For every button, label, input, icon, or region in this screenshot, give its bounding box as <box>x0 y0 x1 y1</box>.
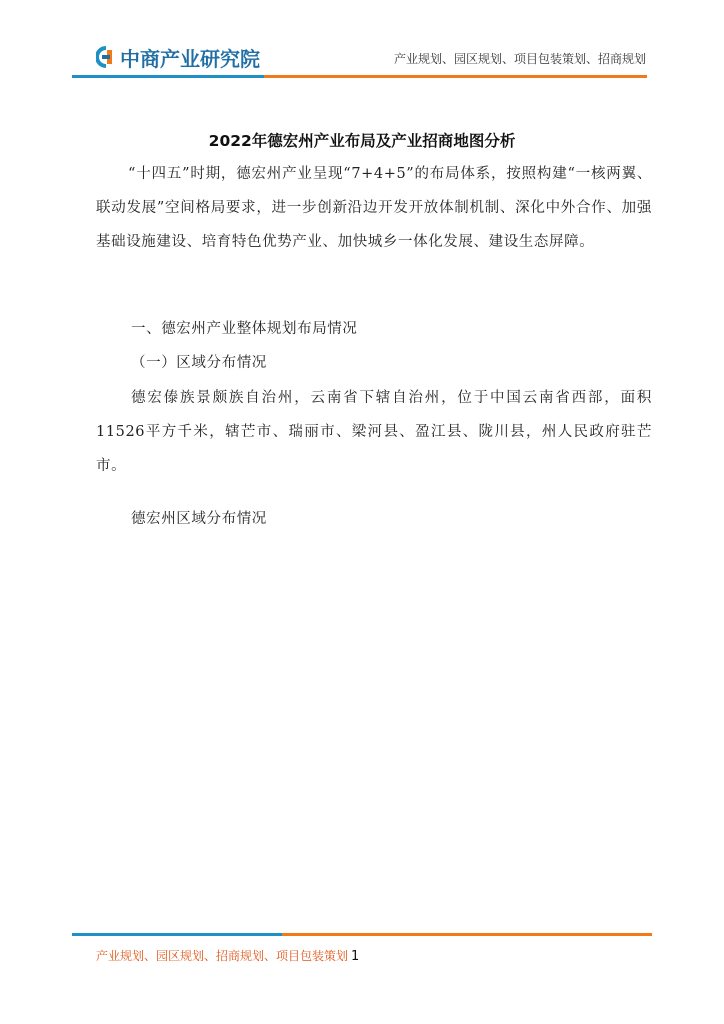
footer-divider-blue <box>72 933 282 936</box>
logo-text: 中商产业研究院 <box>120 46 260 71</box>
company-logo <box>96 42 260 72</box>
paragraph-region-caption: 德宏州区域分布情况 <box>131 511 267 527</box>
header-tagline: 产业规划、园区规划、项目包装策划、招商规划 <box>393 52 646 66</box>
footer <box>96 947 359 964</box>
paragraph-region-overview: 德宏傣族景颇族自治州，云南省下辖自治州，位于中国云南省西部，面积11526平方千米，辖芒市、瑞丽市、梁河县、盈江县、陇川县，州人民政府驻芒市。 <box>96 390 652 474</box>
header-divider-blue <box>72 75 264 78</box>
logo-mark-icon <box>96 46 116 68</box>
paragraph-intro: “十四五”时期，德宏州产业呈现“7+4+5”的布局体系，按照构建“一核两翼、联动发展”空间格局要求，进一步创新沿边开发开放体制机制、深化中外合作、加强基础设施建设、培育特色优势产业、加快城乡一体化发展、建设生态屏障。 <box>96 166 652 250</box>
footer-services-text: 产业规划、园区规划、招商规划、项目包装策划 <box>96 949 349 963</box>
section-heading: 一、德宏州产业整体规划布局情况 <box>131 321 358 337</box>
footer-divider-orange <box>282 933 652 936</box>
header-divider-orange <box>264 75 647 78</box>
document-title: 2022年德宏州产业布局及产业招商地图分析 <box>208 132 516 150</box>
subsection-heading: （一）区域分布情况 <box>131 355 267 371</box>
page-number: 1 <box>351 949 360 964</box>
